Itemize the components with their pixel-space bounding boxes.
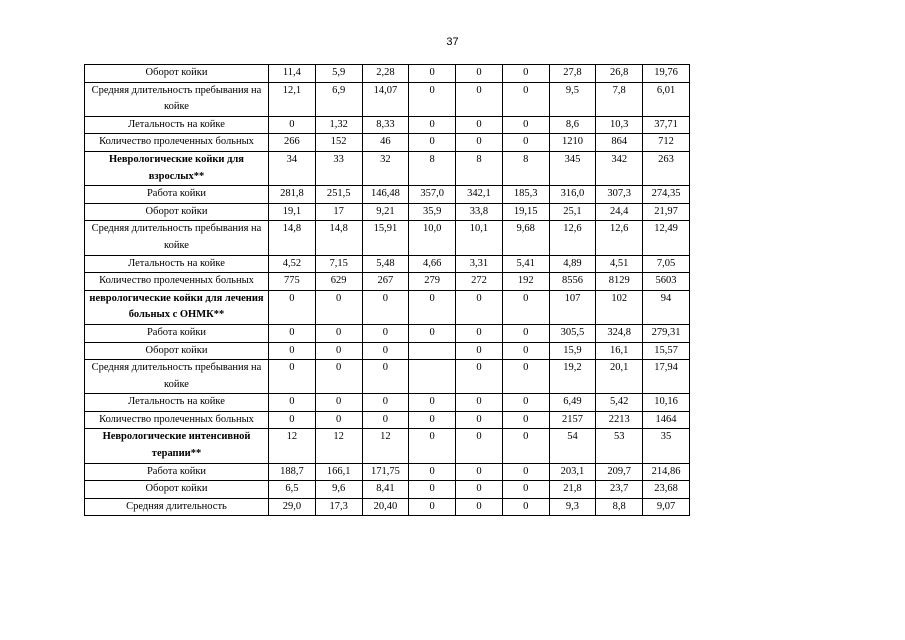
table-cell: 15,57 (643, 342, 690, 360)
row-label: Количество пролеченных больных (85, 134, 269, 152)
row-label: Летальность на койке (85, 255, 269, 273)
table-cell: 214,86 (643, 463, 690, 481)
section-row (85, 290, 690, 324)
table-cell: 12,6 (549, 221, 596, 255)
statistics-table (84, 64, 690, 516)
table-cell (409, 360, 456, 394)
page-number: 37 (446, 36, 459, 48)
table-cell: 0 (269, 411, 316, 429)
table-row (85, 342, 690, 360)
table-cell: 0 (269, 342, 316, 360)
table-cell: 19,1 (269, 203, 316, 221)
table-cell: 35 (643, 429, 690, 463)
table-cell: 12 (315, 429, 362, 463)
table-cell: 8556 (549, 273, 596, 291)
table-cell: 1210 (549, 134, 596, 152)
table-cell: 0 (456, 498, 503, 516)
table-cell: 171,75 (362, 463, 409, 481)
table-cell (409, 342, 456, 360)
table-cell: 10,3 (596, 116, 643, 134)
table-cell: 307,3 (596, 186, 643, 204)
row-label: Средняя длительность пребывания на койке (85, 82, 269, 116)
table-cell: 0 (502, 65, 549, 83)
table-cell: 0 (409, 324, 456, 342)
table-cell: 1464 (643, 411, 690, 429)
table-cell: 864 (596, 134, 643, 152)
table-cell: 166,1 (315, 463, 362, 481)
table-cell: 54 (549, 429, 596, 463)
table-cell: 6,5 (269, 481, 316, 499)
table-cell: 19,2 (549, 360, 596, 394)
table-row (85, 65, 690, 83)
section-label: Неврологические койки для взрослых** (85, 151, 269, 185)
table-cell: 94 (643, 290, 690, 324)
table-cell: 0 (456, 324, 503, 342)
table-cell: 2157 (549, 411, 596, 429)
table-cell: 0 (502, 429, 549, 463)
table-cell: 6,9 (315, 82, 362, 116)
table-cell: 0 (362, 342, 409, 360)
table-cell: 0 (315, 360, 362, 394)
table-cell: 17 (315, 203, 362, 221)
table-row (85, 273, 690, 291)
table-cell: 146,48 (362, 186, 409, 204)
row-label: Количество пролеченных больных (85, 411, 269, 429)
table-cell: 0 (362, 324, 409, 342)
table-cell: 4,52 (269, 255, 316, 273)
table-cell: 0 (315, 411, 362, 429)
table-cell: 34 (269, 151, 316, 185)
row-label: Средняя длительность пребывания на койке (85, 221, 269, 255)
table-cell: 8,6 (549, 116, 596, 134)
table-cell: 0 (362, 360, 409, 394)
row-label: Оборот койки (85, 342, 269, 360)
table-cell: 281,8 (269, 186, 316, 204)
table-cell: 0 (502, 324, 549, 342)
table-row (85, 411, 690, 429)
row-label: Оборот койки (85, 481, 269, 499)
table-cell: 0 (409, 116, 456, 134)
table-cell: 33,8 (456, 203, 503, 221)
table-cell: 0 (269, 324, 316, 342)
table-cell: 152 (315, 134, 362, 152)
table-cell: 12,6 (596, 221, 643, 255)
row-label: Работа койки (85, 463, 269, 481)
table-cell: 17,94 (643, 360, 690, 394)
table-cell: 5,9 (315, 65, 362, 83)
table-cell: 185,3 (502, 186, 549, 204)
table-cell: 2213 (596, 411, 643, 429)
section-label: Неврологические интенсивной терапии** (85, 429, 269, 463)
table-row (85, 394, 690, 412)
table-cell: 11,4 (269, 65, 316, 83)
table-cell: 629 (315, 273, 362, 291)
table-cell: 0 (502, 411, 549, 429)
table-row (85, 203, 690, 221)
table-cell: 4,51 (596, 255, 643, 273)
row-label: Оборот койки (85, 65, 269, 83)
table-cell: 0 (409, 134, 456, 152)
row-label: Средняя длительность пребывания на койке (85, 360, 269, 394)
table-cell: 15,9 (549, 342, 596, 360)
table-cell: 188,7 (269, 463, 316, 481)
table-cell: 17,3 (315, 498, 362, 516)
table-cell: 0 (409, 411, 456, 429)
table-cell: 2,28 (362, 65, 409, 83)
table-cell: 9,3 (549, 498, 596, 516)
section-label: неврологические койки для лечения больных с ОНМК** (85, 290, 269, 324)
table-cell: 0 (456, 360, 503, 394)
table-row (85, 481, 690, 499)
table-cell: 0 (456, 342, 503, 360)
table-cell: 8129 (596, 273, 643, 291)
table-cell: 342,1 (456, 186, 503, 204)
table-cell: 279 (409, 273, 456, 291)
table-cell: 7,15 (315, 255, 362, 273)
table-cell: 267 (362, 273, 409, 291)
table-cell: 0 (409, 65, 456, 83)
table-cell: 0 (502, 463, 549, 481)
table-cell: 0 (269, 290, 316, 324)
table-row (85, 255, 690, 273)
table-cell: 32 (362, 151, 409, 185)
table-cell: 1,32 (315, 116, 362, 134)
table-cell: 279,31 (643, 324, 690, 342)
table-cell: 0 (409, 82, 456, 116)
table-cell: 0 (409, 394, 456, 412)
table-cell: 8,8 (596, 498, 643, 516)
table-cell: 27,8 (549, 65, 596, 83)
table-cell: 0 (502, 116, 549, 134)
table-cell: 712 (643, 134, 690, 152)
table-cell: 0 (502, 82, 549, 116)
table-cell: 8 (502, 151, 549, 185)
table-cell: 0 (456, 463, 503, 481)
table-cell: 0 (409, 498, 456, 516)
table-cell: 0 (456, 429, 503, 463)
table-cell: 0 (362, 394, 409, 412)
table-cell: 21,8 (549, 481, 596, 499)
table-cell: 0 (502, 342, 549, 360)
table-cell: 26,8 (596, 65, 643, 83)
table-cell: 14,07 (362, 82, 409, 116)
table-cell: 0 (409, 463, 456, 481)
table-cell: 192 (502, 273, 549, 291)
table-cell: 46 (362, 134, 409, 152)
table-cell: 0 (456, 116, 503, 134)
table-cell: 7,05 (643, 255, 690, 273)
table-cell: 0 (456, 65, 503, 83)
table-cell: 272 (456, 273, 503, 291)
table-row (85, 134, 690, 152)
table-cell: 5,42 (596, 394, 643, 412)
table-cell: 16,1 (596, 342, 643, 360)
table-cell: 345 (549, 151, 596, 185)
table-cell: 23,7 (596, 481, 643, 499)
table-cell: 0 (502, 394, 549, 412)
table-cell: 0 (502, 134, 549, 152)
table-cell: 0 (315, 290, 362, 324)
table-cell: 274,35 (643, 186, 690, 204)
table-cell: 25,1 (549, 203, 596, 221)
table-cell: 12 (362, 429, 409, 463)
table-cell: 102 (596, 290, 643, 324)
table-cell: 21,97 (643, 203, 690, 221)
table-cell: 266 (269, 134, 316, 152)
table-cell: 0 (502, 481, 549, 499)
section-row (85, 151, 690, 185)
table-cell: 251,5 (315, 186, 362, 204)
table-cell: 6,01 (643, 82, 690, 116)
table-cell: 12 (269, 429, 316, 463)
table-cell: 19,76 (643, 65, 690, 83)
table-cell: 0 (269, 394, 316, 412)
table-cell: 0 (362, 290, 409, 324)
table-cell: 4,66 (409, 255, 456, 273)
table-cell: 24,4 (596, 203, 643, 221)
table-cell: 342 (596, 151, 643, 185)
table-cell: 15,91 (362, 221, 409, 255)
table-cell: 0 (409, 290, 456, 324)
table-cell: 0 (456, 290, 503, 324)
section-row (85, 429, 690, 463)
table-row (85, 498, 690, 516)
row-label: Летальность на койке (85, 116, 269, 134)
table-cell: 6,49 (549, 394, 596, 412)
table-cell: 0 (456, 394, 503, 412)
table-cell: 5,48 (362, 255, 409, 273)
table-cell: 9,6 (315, 481, 362, 499)
table-cell: 10,16 (643, 394, 690, 412)
table-cell: 9,68 (502, 221, 549, 255)
table-row (85, 463, 690, 481)
table-cell: 357,0 (409, 186, 456, 204)
table-cell: 12,49 (643, 221, 690, 255)
table-cell: 3,31 (456, 255, 503, 273)
table-cell: 9,07 (643, 498, 690, 516)
row-label: Летальность на койке (85, 394, 269, 412)
table-cell: 33 (315, 151, 362, 185)
table-cell: 9,5 (549, 82, 596, 116)
table-cell: 53 (596, 429, 643, 463)
row-label: Работа койки (85, 324, 269, 342)
table-cell: 0 (409, 481, 456, 499)
table-cell: 9,21 (362, 203, 409, 221)
table-cell: 0 (315, 394, 362, 412)
table-cell: 305,5 (549, 324, 596, 342)
table-cell: 0 (502, 360, 549, 394)
table-row (85, 360, 690, 394)
table-cell: 20,40 (362, 498, 409, 516)
table-cell: 35,9 (409, 203, 456, 221)
table-cell: 8 (409, 151, 456, 185)
table-cell: 0 (315, 324, 362, 342)
table-row (85, 82, 690, 116)
row-label: Средняя длительность (85, 498, 269, 516)
table-cell: 107 (549, 290, 596, 324)
table-cell: 10,1 (456, 221, 503, 255)
table-cell: 4,89 (549, 255, 596, 273)
table-cell: 0 (315, 342, 362, 360)
table-cell: 0 (409, 429, 456, 463)
table-cell: 209,7 (596, 463, 643, 481)
table-cell: 14,8 (315, 221, 362, 255)
row-label: Работа койки (85, 186, 269, 204)
row-label: Количество пролеченных больных (85, 273, 269, 291)
table-cell: 0 (362, 411, 409, 429)
table-cell: 29,0 (269, 498, 316, 516)
table-cell: 0 (456, 411, 503, 429)
table-cell: 14,8 (269, 221, 316, 255)
table-cell: 19,15 (502, 203, 549, 221)
table-cell: 5603 (643, 273, 690, 291)
table-cell: 8,41 (362, 481, 409, 499)
table-cell: 23,68 (643, 481, 690, 499)
table-cell: 324,8 (596, 324, 643, 342)
table-cell: 0 (269, 360, 316, 394)
table-cell: 0 (502, 498, 549, 516)
table-cell: 0 (456, 481, 503, 499)
table-cell: 8 (456, 151, 503, 185)
table-cell: 775 (269, 273, 316, 291)
table-row (85, 221, 690, 255)
table-cell: 263 (643, 151, 690, 185)
table-row (85, 324, 690, 342)
row-label: Оборот койки (85, 203, 269, 221)
table-cell: 20,1 (596, 360, 643, 394)
table-cell: 7,8 (596, 82, 643, 116)
table-cell: 0 (269, 116, 316, 134)
table-cell: 10,0 (409, 221, 456, 255)
table-cell: 316,0 (549, 186, 596, 204)
table-cell: 0 (456, 82, 503, 116)
table-cell: 203,1 (549, 463, 596, 481)
table-cell: 12,1 (269, 82, 316, 116)
table-row (85, 186, 690, 204)
table-cell: 37,71 (643, 116, 690, 134)
table-cell: 0 (502, 290, 549, 324)
table-cell: 8,33 (362, 116, 409, 134)
table-cell: 5,41 (502, 255, 549, 273)
table-cell: 0 (456, 134, 503, 152)
table-row (85, 116, 690, 134)
